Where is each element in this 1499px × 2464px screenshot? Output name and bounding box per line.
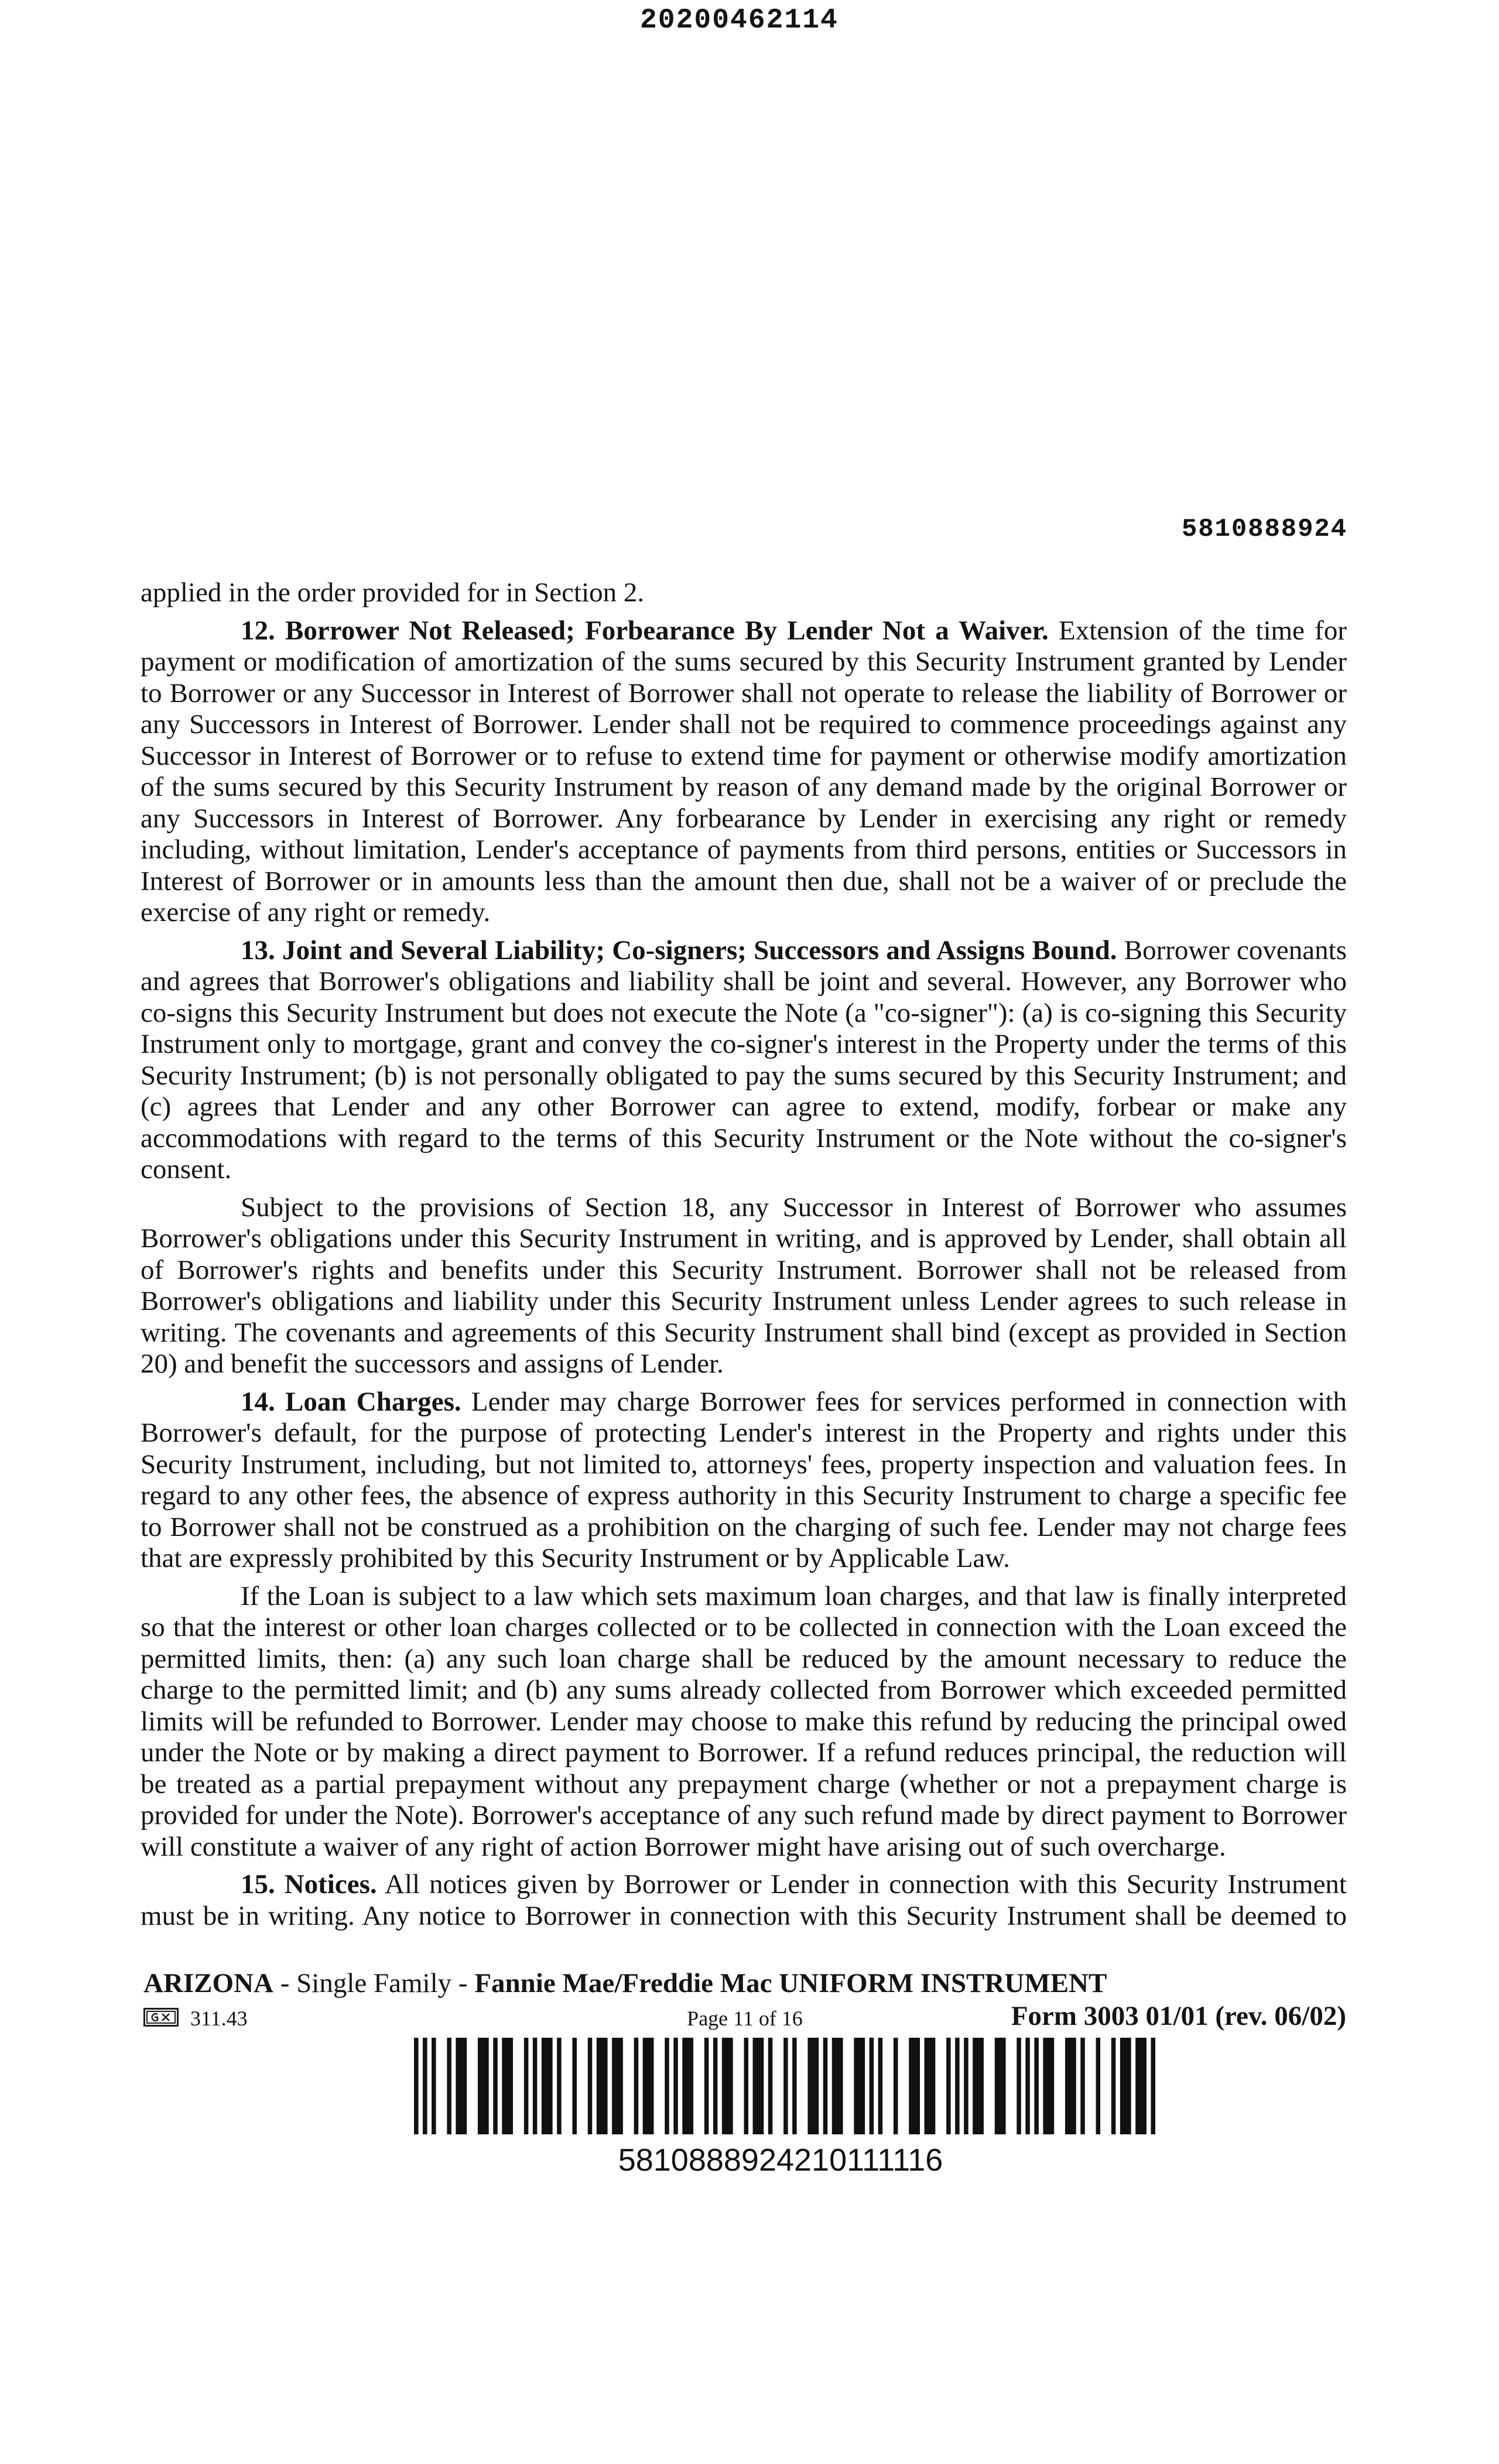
section-14-limits-paragraph [141,1581,1347,1863]
form-code: 311.43 [190,2007,248,2030]
barcode-bar [643,2038,654,2134]
barcode-bar [832,2038,843,2134]
text-line: charge to the permitted limit; and (b) any sums already collected from Borrower which exceeded permitted [141,1675,1347,1705]
text-line: writing. The covenants and agreements of this Security Instrument shall bind (except as provided in Section [141,1317,1347,1348]
text-line: Instrument only to mortgage, grant and convey the co-signer's interest in the Property under the terms of this [141,1029,1347,1059]
barcode-bar [955,2038,960,2134]
barcode-bar [432,2038,436,2134]
barcode-bar [597,2038,608,2134]
text-line: Borrower's obligations and liability under this Security Instrument unless Lender agrees to such release in [141,1286,1347,1316]
barcode-bar [1151,2038,1155,2134]
barcode-bar [665,2038,669,2134]
form-number: Form 3003 01/01 (rev. 06/02) [1011,2001,1346,2031]
text-line: (c) agrees that Lender and any other Borrower can agree to extend, modify, forbear or make any [141,1091,1347,1122]
text-line: provided for under the Note). Borrower's acceptance of any such refund made by direct payment to Borrower [141,1800,1347,1830]
text-line: Security Instrument; (b) is not personally obligated to pay the sums secured by this Security Instrument; and [141,1060,1347,1091]
barcode-bar [722,2038,733,2134]
document-body [141,577,1347,1932]
barcode-bar [1111,2038,1116,2134]
barcode-bar [713,2038,718,2134]
text-line: accommodations with regard to the terms of this Security Instrument or the Note without the co-signer's [141,1123,1347,1154]
form-logo-icon [143,2008,179,2027]
text-run: All notices given by Borrower or Lender in connection with this Security Instrument [385,1869,1347,1900]
text-line: regard to any other fees, the absence of express authority in this Security Instrument to charge a specific fee [141,1480,1347,1511]
barcode-bar [854,2038,865,2134]
barcode-bar [456,2038,467,2134]
barcode-bar [1017,2038,1021,2134]
barcode-bar [524,2038,529,2134]
text-line [141,1869,1347,1901]
barcode-bar [572,2038,577,2134]
barcode-bar [533,2038,538,2134]
barcode-bar [493,2038,498,2134]
text-line [141,1387,1347,1418]
loan-number: 5810888924 [1181,515,1347,544]
barcode-bar [557,2038,562,2134]
barcode-bar [946,2038,951,2134]
text-line [141,935,1347,967]
barcode-bar [1065,2038,1076,2134]
barcode-bar [478,2038,489,2134]
footer-property-type: - Single Family - [280,1968,468,1998]
barcode-bar [995,2038,1006,2134]
text-run: Lender may charge Borrower fees for services performed in connection with [471,1386,1347,1417]
barcode-bar [909,2038,920,2134]
section-heading: 15. Notices. [241,1869,377,1900]
barcode-bar [870,2038,874,2134]
text-line: limits will be refunded to Borrower. Lender may choose to make this refund by reducing the principal owed [141,1706,1347,1737]
text-line: Successor in Interest of Borrower or to refuse to extend time for payment or otherwise modify amortization [141,740,1347,771]
barcode-bar [753,2038,764,2134]
text-line [141,615,1347,647]
text-line: under the Note or by making a direct payment to Borrower. If a refund reduces principal, the reduction will [141,1737,1347,1768]
text-line: Security Instrument, including, but not limited to, attorneys' fees, property inspection and valuation fees. In [141,1449,1347,1480]
barcode-bar [542,2038,553,2134]
barcode-bar [1135,2038,1147,2134]
text-run: Extension of the time for [1059,615,1347,646]
text-line: Borrower's obligations under this Security Instrument in writing, and is approved by Lender, shall obtain all [141,1223,1347,1254]
text-line: any Successors in Interest of Borrower. Lender shall not be required to commence proceedings against any [141,709,1347,740]
text-run: Borrower covenants [1124,935,1347,966]
barcode-bar [502,2038,513,2134]
text-line: 20) and benefit the successors and assigns of Lender. [141,1349,724,1379]
text-line: of Borrower's rights and benefits under this Security Instrument. Borrower shall not be released from [141,1254,1347,1285]
barcode-bar [1080,2038,1085,2134]
barcode-bar [447,2038,451,2134]
barcode-bar [878,2038,883,2134]
barcode-bar [612,2038,623,2134]
text-line: If the Loan is subject to a law which sets maximum loan charges, and that law is finally interpreted [241,1580,1347,1611]
barcode-bar [744,2038,749,2134]
text-line: must be in writing. Any notice to Borrower in connection with this Security Instrument shall be deemed to [141,1900,1347,1931]
barcode-bar [783,2038,788,2134]
section-15-paragraph [141,1869,1347,1932]
barcode-bar [673,2038,678,2134]
barcode-bar [1025,2038,1030,2134]
barcode-bar [973,2038,984,2134]
section-13-paragraph [141,935,1347,1186]
barcode [414,2038,1155,2134]
text-line: Borrower's default, for the purpose of protecting Lender's interest in the Property and rights under this [141,1418,1347,1448]
text-line: consent. [141,1154,232,1185]
page-number: Page 11 of 16 [687,2007,803,2030]
barcode-bar [423,2038,427,2134]
text-line: of the sums secured by this Security Instrument by reason of any demand made by the original Borrower or [141,772,1347,802]
barcode-bar [414,2038,419,2134]
barcode-bar [807,2038,819,2134]
barcode-bar [1043,2038,1054,2134]
barcode-bar [634,2038,639,2134]
text-line: that are expressly prohibited by this Security Instrument or by Applicable Law. [141,1543,1010,1573]
text-line: be treated as a partial prepayment without any prepayment charge (whether or not a prepayment charge is [141,1768,1347,1799]
section-12-paragraph [141,615,1347,929]
text-line: so that the interest or other loan charges collected or to be collected in connection with the Loan exceed the [141,1612,1347,1642]
barcode-bar [964,2038,968,2134]
section-13-successors-paragraph [141,1192,1347,1380]
text-line: including, without limitation, Lender's acceptance of payments from third persons, entities or Successors in [141,834,1347,865]
text-line: Subject to the provisions of Section 18, any Successor in Interest of Borrower who assumes [241,1192,1347,1223]
barcode-bar [792,2038,797,2134]
section-heading: 12. Borrower Not Released; Forbearance By Lender Not a Waiver. [241,615,1049,646]
text-line: to Borrower shall not be construed as a prohibition on the charging of such fee. Lender may not charge fees [141,1511,1347,1542]
text-line: to Borrower or any Successor in Interest of Borrower shall not operate to release the liability of Borrower or [141,677,1347,709]
recording-number: 20200462114 [640,5,839,36]
text-line: Interest of Borrower or in amounts less than the amount then due, shall not be a waiver of or preclude the [141,865,1347,896]
text-line: exercise of any right or remedy. [141,897,491,928]
section-heading: 14. Loan Charges. [241,1386,461,1417]
barcode-bar [1034,2038,1039,2134]
text-line: any Successors in Interest of Borrower. Any forbearance by Lender in exercising any right or remedy [141,803,1347,834]
text-line: and agrees that Borrower's obligations and liability shall be joint and several. However, any Borrower who [141,966,1347,997]
barcode-bar [682,2038,693,2134]
text-line: applied in the order provided for in Section 2. [141,577,645,608]
footer-state: ARIZONA [143,1968,273,1998]
text-line: permitted limits, then: (a) any such loan charge shall be reduced by the amount necessary to reduce the [141,1643,1347,1674]
barcode-bar [704,2038,709,2134]
barcode-bar [1096,2038,1101,2134]
barcode-bar [588,2038,593,2134]
text-line: co-signs this Security Instrument but does not execute the Note (a "co-signer"): (a) is co-signing this Security [141,997,1347,1028]
section-14-paragraph [141,1387,1347,1575]
text-line: will constitute a waiver of any right of action Borrower might have arising out of such overcharge. [141,1831,1226,1862]
footer-instrument: Fannie Mae/Freddie Mac UNIFORM INSTRUMENT [474,1968,1107,1998]
barcode-bar [768,2038,773,2134]
barcode-bar [823,2038,828,2134]
barcode-number: 5810888924210111116 [618,2143,943,2178]
text-line: payment or modification of amortization of the sums secured by this Security Instrument granted by Lender [141,646,1347,677]
barcode-bar [894,2038,898,2134]
continuation-paragraph [141,577,1347,609]
section-heading: 13. Joint and Several Liability; Co-signers; Successors and Assigns Bound. [241,935,1117,966]
barcode-bar [925,2038,936,2134]
footer-form-title [143,1967,1107,2000]
barcode-bar [1120,2038,1131,2134]
